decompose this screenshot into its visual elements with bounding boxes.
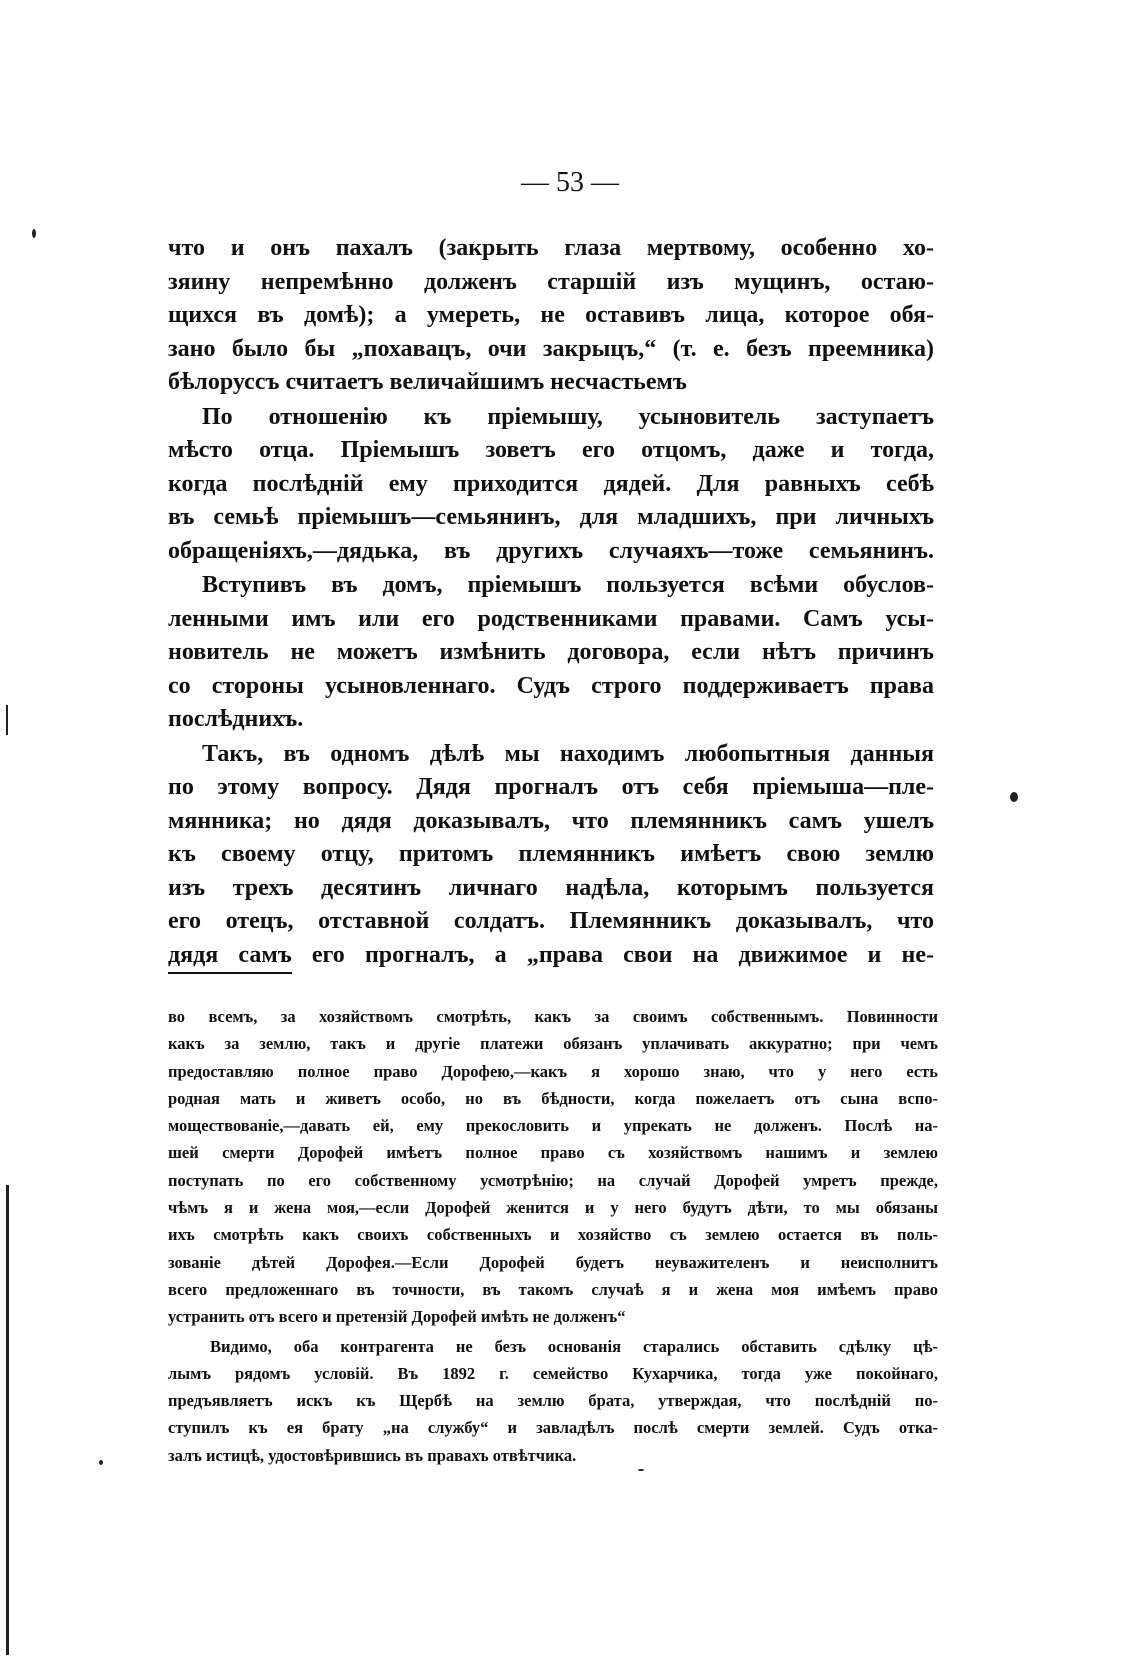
footnote-line: ихъ смотрѣть какъ своихъ собственныхъ и хозяйство съ землею остается въ поль-: [168, 1225, 938, 1245]
text-line: мѣсто отца. Пріемышъ зоветъ его отцомъ, даже и тогда,: [168, 437, 934, 463]
text-line: зано было бы „похавацъ, очи закрыцъ,“ (т. е. безъ преемника): [168, 335, 934, 362]
footnote-line: устранить отъ всего и претензій Дорофей имѣть не долженъ“: [168, 1307, 626, 1327]
footnote-line: всего предложеннаго въ точности, въ такомъ случаѣ я и жена моя имѣемъ право: [168, 1279, 938, 1299]
footnote-line: залъ истицѣ, удостовѣрившись въ правахъ отвѣтчика.: [168, 1445, 577, 1465]
scan-edge-line: [6, 1185, 9, 1655]
footnote-line: во всемъ, за хозяйствомъ смотрѣть, какъ за своимъ собственнымъ. Повинности: [168, 1007, 938, 1026]
footnotes: [168, 1003, 938, 1469]
scan-speck: [32, 229, 36, 238]
scan-speck: [99, 1460, 103, 1465]
page-number: — 53 —: [521, 167, 619, 198]
text-line: зяину непремѣнно долженъ старшій изъ мущинъ, остаю-: [168, 268, 934, 295]
scan-speck: [638, 1469, 644, 1471]
body-text: [168, 232, 934, 972]
body-paragraph: [168, 401, 934, 569]
text-line: его отецъ, отставной солдатъ. Племянникъ доказывалъ, что: [168, 908, 934, 934]
text-line: къ своему отцу, притомъ племянникъ имѣетъ свою землю: [168, 841, 934, 867]
footnote-line: родная мать и живетъ особо, но въ бѣдности, когда пожелаетъ отъ сына вспо-: [168, 1088, 938, 1108]
footnote-line: предоставляю полное право Дорофею,—какъ я хорошо знаю, что у него есть: [168, 1061, 938, 1081]
text-line: щихся въ домѣ); а умереть, не оставивъ лица, которое обя-: [168, 302, 934, 328]
text-line: дядя самъ его прогналъ, а „права свои на движимое и не-: [168, 941, 934, 968]
text-line: мянника; но дядя доказывалъ, что племянникъ самъ ушелъ: [168, 807, 934, 834]
footnote-line: поступать по его собственному усмотрѣнію; на случай Дорофей умретъ прежде,: [168, 1170, 938, 1190]
footnote-divider: [168, 972, 292, 974]
footnote-line: какъ за землю, такъ и другіе платежи обязанъ уплачивать аккуратно; при чемъ: [168, 1034, 938, 1054]
text-line: Такъ, въ одномъ дѣлѣ мы находимъ любопытныя данныя: [202, 740, 934, 767]
body-paragraph: [168, 738, 934, 973]
footnote-line: ступилъ къ ея брату „на службу“ и завладѣлъ послѣ смерти землей. Судъ отка-: [168, 1418, 938, 1438]
text-line: ленными имъ или его родственниками правами. Самъ усы-: [168, 605, 934, 632]
footnote-paragraph: [168, 1003, 938, 1331]
footnote-line: предъявляетъ искъ къ Щербѣ на землю брата, утверждая, что послѣдній по-: [168, 1391, 938, 1411]
text-line: обращеніяхъ,—дядька, въ другихъ случаяхъ—тоже семьянинъ.: [168, 537, 934, 564]
footnote-line: Видимо, оба контрагента не безъ основанія старались обставить сдѣлку цѣ-: [210, 1336, 938, 1356]
text-line: по этому вопросу. Дядя прогналъ отъ себя пріемыша—пле-: [168, 774, 934, 800]
text-line: бѣлоруссъ считаетъ величайшимъ несчастьемъ: [168, 369, 687, 395]
scan-speck: [1010, 792, 1018, 802]
text-line: изъ трехъ десятинъ личнаго надѣла, которымъ пользуется: [168, 874, 934, 901]
text-line: что и онъ пахалъ (закрыть глаза мертвому, особенно хо-: [168, 235, 934, 261]
footnote-line: лымъ рядомъ условій. Въ 1892 г. семейство Кухарчика, тогда уже покойнаго,: [168, 1363, 938, 1383]
footnote-line: шей смерти Дорофей имѣетъ полное право съ хозяйствомъ нашимъ и землею: [168, 1143, 938, 1163]
text-line: послѣднихъ.: [168, 706, 304, 732]
footnote-line: моществованіе,—давать ей, ему прекословить и упрекать не долженъ. Послѣ на-: [168, 1116, 938, 1136]
body-paragraph: [168, 569, 934, 737]
text-line: когда послѣдній ему приходится дядей. Для равныхъ себѣ: [168, 470, 934, 497]
body-paragraph: [168, 232, 934, 400]
text-line: въ семьѣ пріемышъ—семьянинъ, для младшихъ, при личныхъ: [168, 504, 934, 530]
footnote-paragraph: [168, 1333, 938, 1469]
text-line: Вступивъ въ домъ, пріемышъ пользуется всѣми обуслов-: [202, 572, 934, 598]
text-line: По отношенію къ пріемышу, усыновитель заступаетъ: [202, 403, 934, 430]
text-line: новитель не можетъ измѣнить договора, если нѣтъ причинъ: [168, 639, 934, 665]
footnote-line: зованіе дѣтей Дорофея.—Если Дорофей будетъ неуважителенъ и неисполнитъ: [168, 1252, 938, 1272]
scan-edge-line: [6, 705, 8, 735]
text-line: со стороны усыновленнаго. Судъ строго поддерживаетъ права: [168, 672, 934, 699]
footnote-line: чѣмъ я и жена моя,—если Дорофей женится и у него будутъ дѣти, то мы обязаны: [168, 1198, 938, 1218]
